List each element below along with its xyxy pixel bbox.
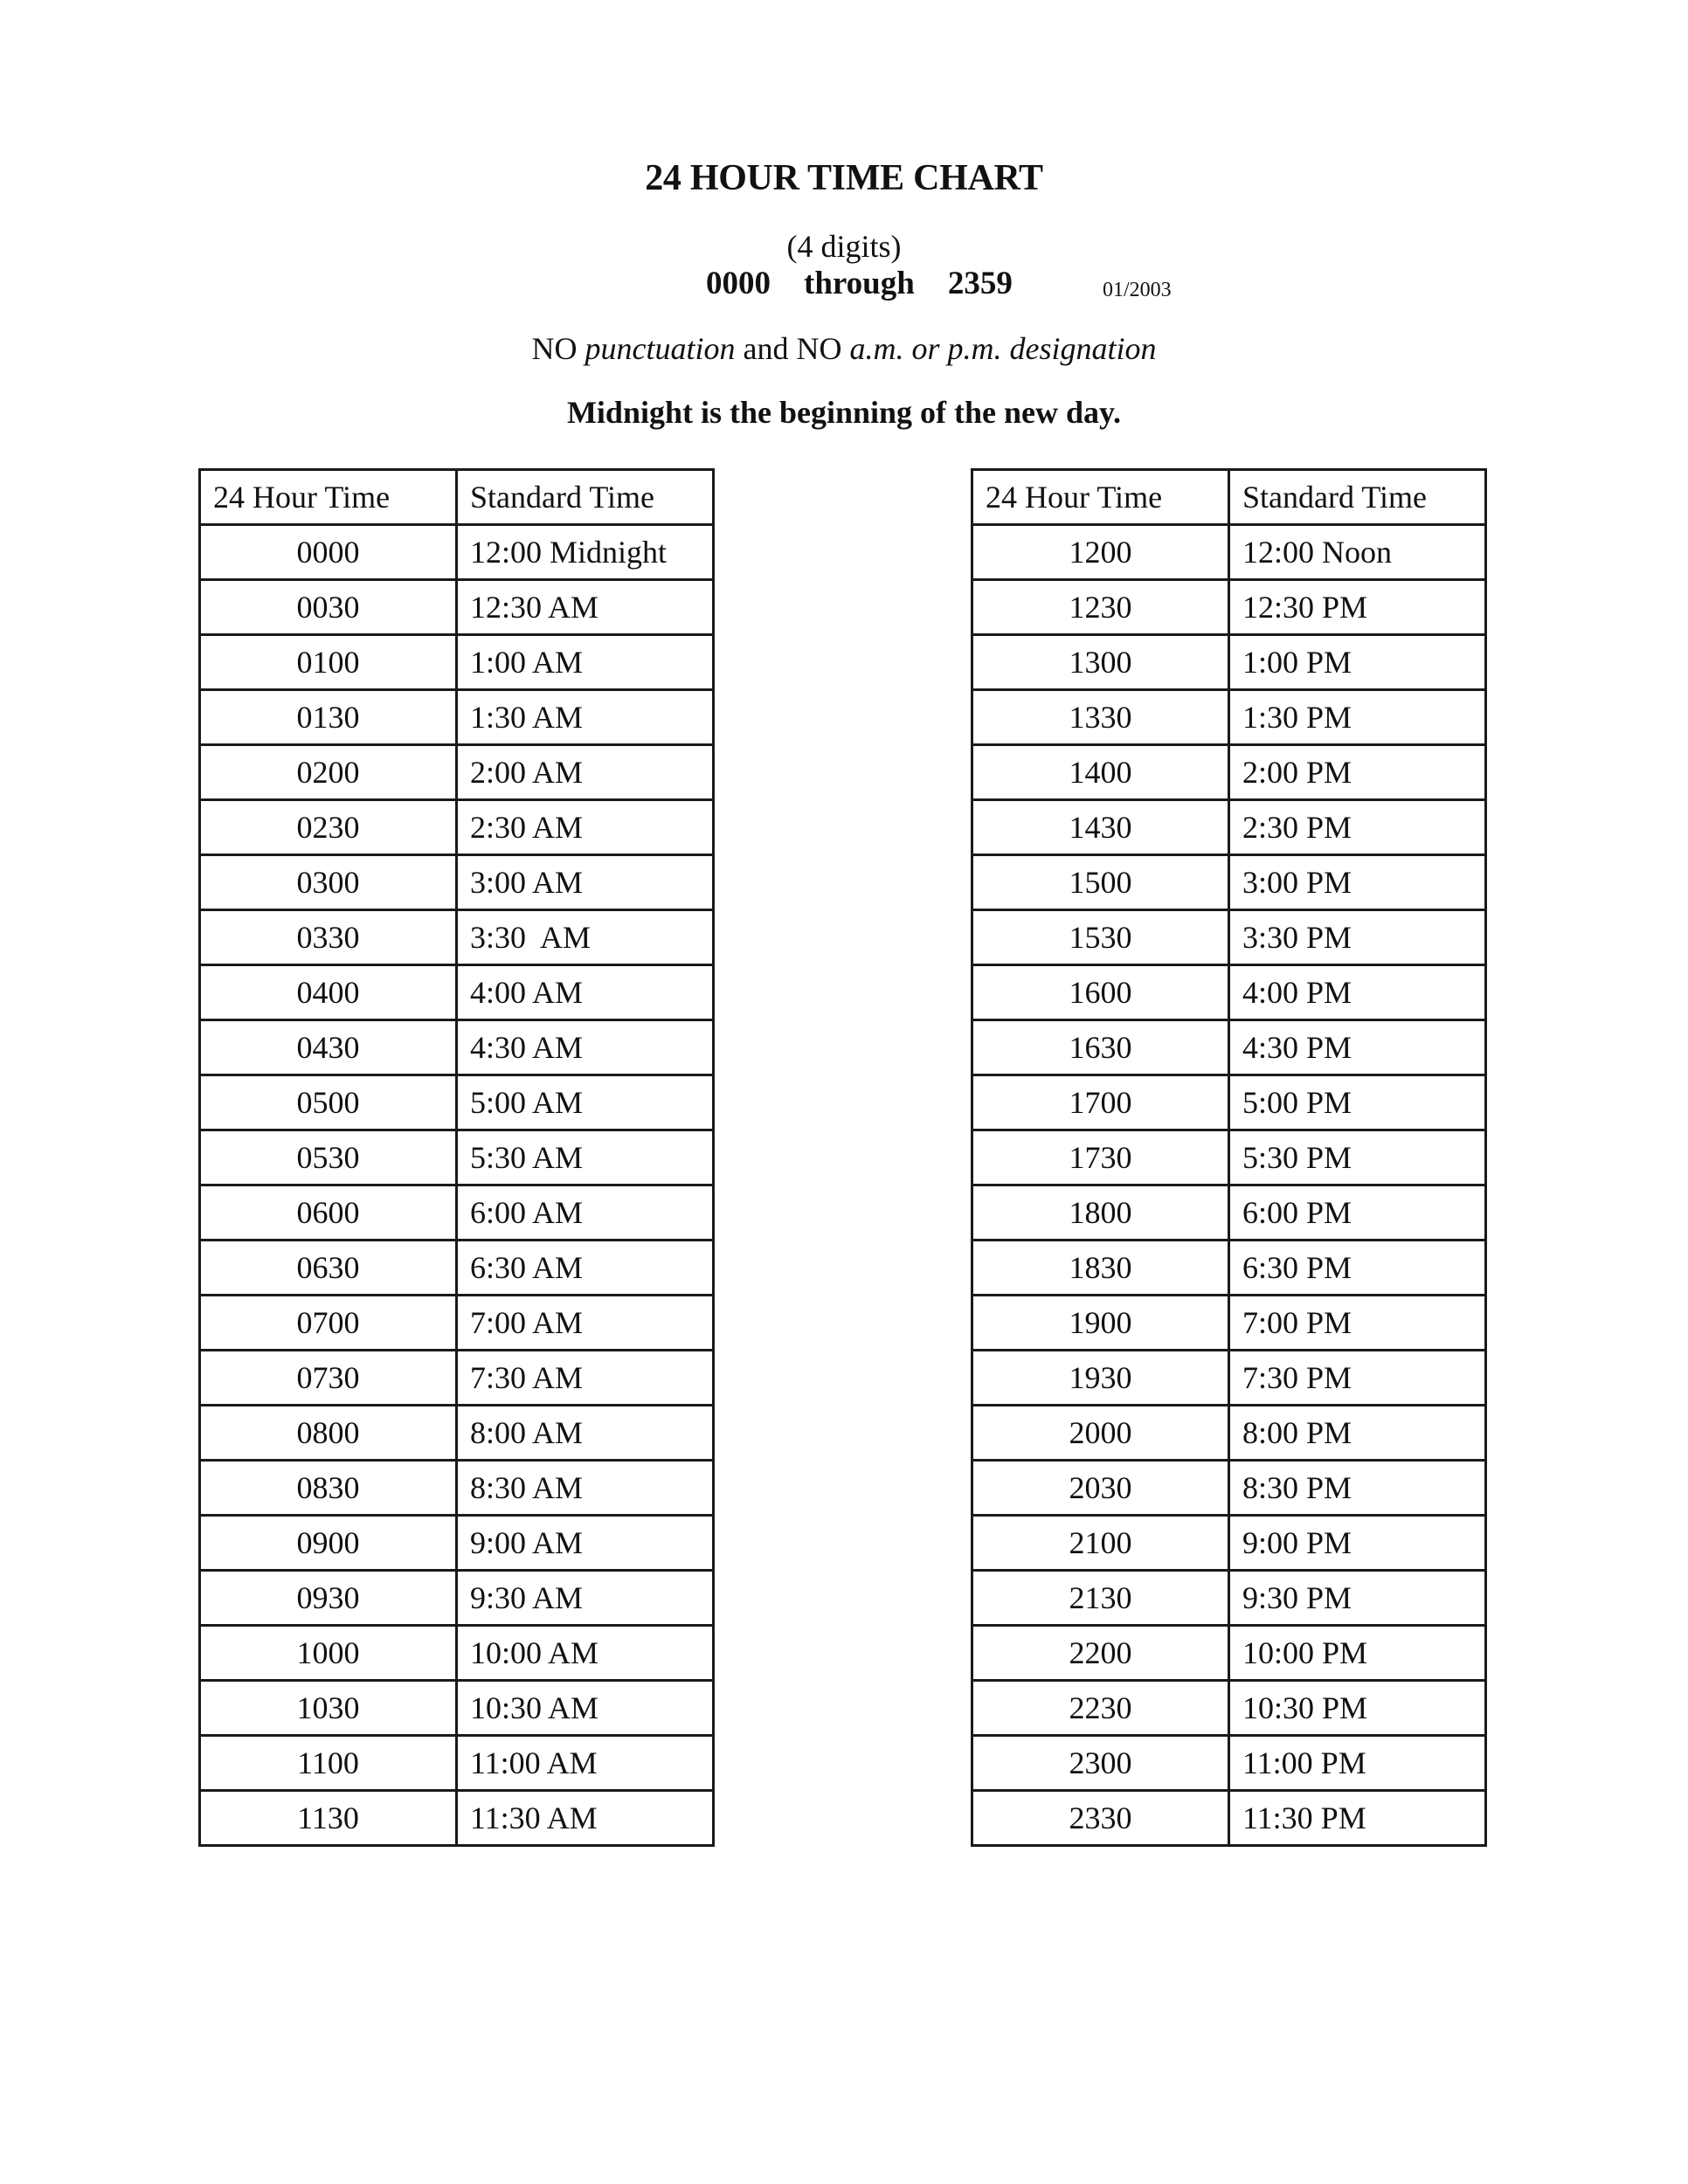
standard-time-cell: 10:00 PM: [1229, 1626, 1486, 1681]
table-row: [200, 1681, 714, 1736]
range-end: 2359: [947, 266, 1013, 301]
standard-time-cell: 3:00 AM: [457, 855, 714, 910]
page-title: 24 HOUR TIME CHART: [645, 158, 1043, 198]
table-row: [972, 745, 1486, 800]
time-table-am: [198, 468, 715, 1847]
table-row: [200, 690, 714, 745]
standard-time-cell: 4:30 PM: [1229, 1020, 1486, 1075]
table-row: [972, 800, 1486, 855]
standard-time-cell: 9:00 PM: [1229, 1516, 1486, 1571]
table-row: [972, 910, 1486, 965]
standard-time-cell: 8:00 PM: [1229, 1406, 1486, 1461]
range-start: 0000: [706, 266, 771, 301]
standard-time-cell: 5:30 PM: [1229, 1130, 1486, 1185]
standard-time-cell: 4:00 PM: [1229, 965, 1486, 1020]
standard-time-cell: 2:30 PM: [1229, 800, 1486, 855]
standard-time-cell: 9:30 PM: [1229, 1571, 1486, 1626]
military-time-cell: 1930: [972, 1351, 1229, 1406]
standard-time-cell: 9:00 AM: [457, 1516, 714, 1571]
standard-time-cell: 11:30 AM: [457, 1791, 714, 1846]
column-header-standard: Standard Time: [1229, 470, 1486, 525]
table-row: [200, 1020, 714, 1075]
military-time-cell: 0830: [200, 1461, 457, 1516]
standard-time-cell: 3:00 PM: [1229, 855, 1486, 910]
table-row: [972, 965, 1486, 1020]
table-row: [972, 525, 1486, 580]
table-row: [200, 745, 714, 800]
military-time-cell: 2030: [972, 1461, 1229, 1516]
standard-time-cell: 6:30 PM: [1229, 1241, 1486, 1296]
military-time-cell: 0200: [200, 745, 457, 800]
table-row: [200, 525, 714, 580]
table-row: [972, 1296, 1486, 1351]
table-row: [200, 855, 714, 910]
midnight-note: Midnight is the beginning of the new day.: [566, 395, 1122, 430]
rule-part-2: punctuation: [585, 331, 736, 366]
standard-time-cell: 6:00 PM: [1229, 1185, 1486, 1241]
table-row: [200, 965, 714, 1020]
table-row: [200, 1461, 714, 1516]
military-time-cell: 0330: [200, 910, 457, 965]
military-time-cell: 2300: [972, 1736, 1229, 1791]
military-time-cell: 0030: [200, 580, 457, 635]
military-time-cell: 1800: [972, 1185, 1229, 1241]
military-time-cell: 2100: [972, 1516, 1229, 1571]
table-row: [200, 1626, 714, 1681]
standard-time-cell: 11:00 AM: [457, 1736, 714, 1791]
standard-time-cell: 8:00 AM: [457, 1406, 714, 1461]
standard-time-cell: 2:30 AM: [457, 800, 714, 855]
table-row: [972, 1406, 1486, 1461]
column-header-24-hour: 24 Hour Time: [972, 470, 1229, 525]
table-row: [972, 690, 1486, 745]
time-table-pm: [971, 468, 1487, 1847]
standard-time-cell: 7:00 PM: [1229, 1296, 1486, 1351]
standard-time-cell: 4:30 AM: [457, 1020, 714, 1075]
standard-time-cell: 7:30 PM: [1229, 1351, 1486, 1406]
rule-part-1: NO: [531, 331, 585, 366]
military-time-cell: 0730: [200, 1351, 457, 1406]
military-time-cell: 1130: [200, 1791, 457, 1846]
military-time-cell: 0000: [200, 525, 457, 580]
military-time-cell: 1400: [972, 745, 1229, 800]
standard-time-cell: 3:30 AM: [457, 910, 714, 965]
military-time-cell: 1230: [972, 580, 1229, 635]
military-time-cell: 0100: [200, 635, 457, 690]
table-row: [200, 910, 714, 965]
standard-time-cell: 12:30 AM: [457, 580, 714, 635]
standard-time-cell: 6:30 AM: [457, 1241, 714, 1296]
table-row: [972, 1020, 1486, 1075]
standard-time-cell: 10:30 AM: [457, 1681, 714, 1736]
table-row: [200, 1791, 714, 1846]
military-time-cell: 0930: [200, 1571, 457, 1626]
military-time-cell: 1330: [972, 690, 1229, 745]
table-row: [200, 1351, 714, 1406]
rule-line: [0, 329, 1688, 368]
military-time-cell: 0500: [200, 1075, 457, 1130]
table-row: [200, 635, 714, 690]
military-time-cell: 2000: [972, 1406, 1229, 1461]
military-time-cell: 1500: [972, 855, 1229, 910]
table-row: [972, 1130, 1486, 1185]
table-row: [972, 1351, 1486, 1406]
military-time-cell: 1530: [972, 910, 1229, 965]
table-row: [200, 1075, 714, 1130]
table-row: [972, 1516, 1486, 1571]
table-row: [200, 800, 714, 855]
standard-time-cell: 1:00 PM: [1229, 635, 1486, 690]
military-time-cell: 0230: [200, 800, 457, 855]
table-header-row: [972, 470, 1486, 525]
table-row: [972, 635, 1486, 690]
standard-time-cell: 12:00 Midnight: [457, 525, 714, 580]
military-time-cell: 0530: [200, 1130, 457, 1185]
table-row: [972, 580, 1486, 635]
standard-time-cell: 8:30 AM: [457, 1461, 714, 1516]
military-time-cell: 1030: [200, 1681, 457, 1736]
military-time-cell: 0630: [200, 1241, 457, 1296]
standard-time-cell: 2:00 AM: [457, 745, 714, 800]
standard-time-cell: 3:30 PM: [1229, 910, 1486, 965]
rule-part-3: and NO: [735, 331, 850, 366]
standard-time-cell: 7:00 AM: [457, 1296, 714, 1351]
standard-time-cell: 6:00 AM: [457, 1185, 714, 1241]
military-time-cell: 1000: [200, 1626, 457, 1681]
military-time-cell: 1700: [972, 1075, 1229, 1130]
standard-time-cell: 11:00 PM: [1229, 1736, 1486, 1791]
standard-time-cell: 5:00 PM: [1229, 1075, 1486, 1130]
military-time-cell: 0400: [200, 965, 457, 1020]
military-time-cell: 1900: [972, 1296, 1229, 1351]
military-time-cell: 2130: [972, 1571, 1229, 1626]
standard-time-cell: 1:30 PM: [1229, 690, 1486, 745]
standard-time-cell: 11:30 PM: [1229, 1791, 1486, 1846]
military-time-cell: 0700: [200, 1296, 457, 1351]
table-row: [200, 1736, 714, 1791]
table-row: [972, 1626, 1486, 1681]
table-row: [200, 1516, 714, 1571]
military-time-cell: 1430: [972, 800, 1229, 855]
table-row: [200, 1571, 714, 1626]
military-time-cell: 0300: [200, 855, 457, 910]
column-header-standard: Standard Time: [457, 470, 714, 525]
table-row: [972, 1791, 1486, 1846]
military-time-cell: 0430: [200, 1020, 457, 1075]
table-header-row: [200, 470, 714, 525]
standard-time-cell: 1:30 AM: [457, 690, 714, 745]
military-time-cell: 1300: [972, 635, 1229, 690]
time-range: [706, 264, 1013, 304]
table-row: [200, 1296, 714, 1351]
military-time-cell: 0130: [200, 690, 457, 745]
table-row: [972, 1241, 1486, 1296]
standard-time-cell: 8:30 PM: [1229, 1461, 1486, 1516]
standard-time-cell: 4:00 AM: [457, 965, 714, 1020]
table-row: [972, 855, 1486, 910]
table-row: [972, 1681, 1486, 1736]
standard-time-cell: 5:30 AM: [457, 1130, 714, 1185]
table-row: [972, 1075, 1486, 1130]
table-row: [200, 580, 714, 635]
table-row: [972, 1736, 1486, 1791]
table-row: [200, 1241, 714, 1296]
date-stamp: 01/2003: [1103, 279, 1172, 301]
standard-time-cell: 10:00 AM: [457, 1626, 714, 1681]
subtitle: (4 digits): [786, 229, 902, 264]
table-row: [200, 1185, 714, 1241]
standard-time-cell: 12:30 PM: [1229, 580, 1486, 635]
military-time-cell: 2200: [972, 1626, 1229, 1681]
military-time-cell: 2330: [972, 1791, 1229, 1846]
column-header-24-hour: 24 Hour Time: [200, 470, 457, 525]
military-time-cell: 2230: [972, 1681, 1229, 1736]
range-word: through: [804, 266, 915, 301]
standard-time-cell: 1:00 AM: [457, 635, 714, 690]
standard-time-cell: 5:00 AM: [457, 1075, 714, 1130]
table-row: [972, 1461, 1486, 1516]
military-time-cell: 1630: [972, 1020, 1229, 1075]
standard-time-cell: 9:30 AM: [457, 1571, 714, 1626]
military-time-cell: 0600: [200, 1185, 457, 1241]
table-row: [972, 1185, 1486, 1241]
rule-part-4: a.m. or p.m. designation: [849, 331, 1157, 366]
military-time-cell: 1730: [972, 1130, 1229, 1185]
table-row: [200, 1130, 714, 1185]
standard-time-cell: 2:00 PM: [1229, 745, 1486, 800]
standard-time-cell: 7:30 AM: [457, 1351, 714, 1406]
military-time-cell: 0800: [200, 1406, 457, 1461]
military-time-cell: 1600: [972, 965, 1229, 1020]
standard-time-cell: 10:30 PM: [1229, 1681, 1486, 1736]
standard-time-cell: 12:00 Noon: [1229, 525, 1486, 580]
military-time-cell: 1200: [972, 525, 1229, 580]
military-time-cell: 0900: [200, 1516, 457, 1571]
military-time-cell: 1830: [972, 1241, 1229, 1296]
military-time-cell: 1100: [200, 1736, 457, 1791]
table-row: [200, 1406, 714, 1461]
table-row: [972, 1571, 1486, 1626]
